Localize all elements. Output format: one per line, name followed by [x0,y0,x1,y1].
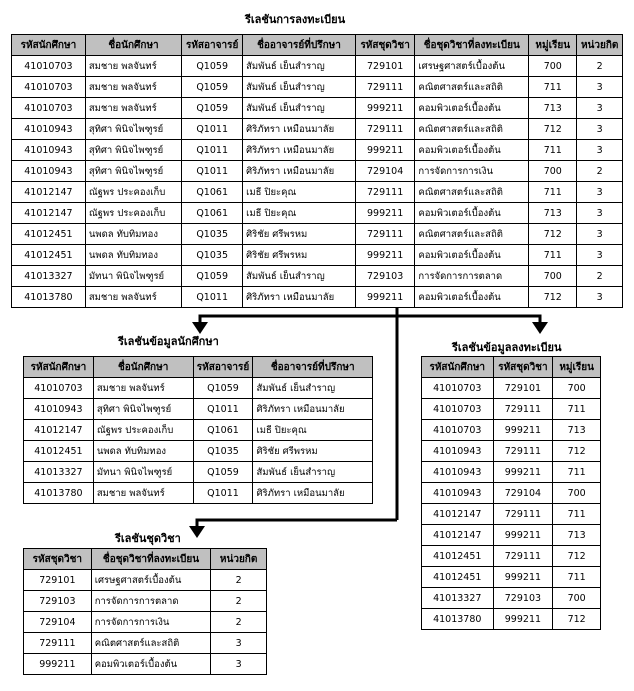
table-cell: นพดล ทับทิมทอง [85,224,181,245]
table-cell: 41010943 [12,161,86,182]
table-cell: 711 [553,504,601,525]
column-header: ชื่อชุดวิชาที่ลงทะเบียน [91,549,211,570]
table-cell: 3 [211,654,267,675]
table-cell: ศิริภัทรา เหมือนมาลัย [243,119,356,140]
table-cell: 41013780 [24,483,94,504]
column-header: หน่วยกิต [577,35,623,56]
table-cell: 2 [211,612,267,633]
table-cell: 41010703 [12,98,86,119]
column-header: รหัสอาจารย์ [193,357,253,378]
table-cell: 41013327 [24,462,94,483]
table-cell: 729103 [24,591,92,612]
column-header: รหัสอาจารย์ [182,35,243,56]
table-cell: 713 [553,525,601,546]
table-cell: สุทิศา พินิจไพฑูรย์ [85,140,181,161]
table-cell: สัมพันธ์ เย็นสำราญ [243,266,356,287]
arrowhead-registration [532,322,548,334]
table-cell: 712 [553,609,601,630]
table-cell: Q1011 [193,399,253,420]
table-cell: 999211 [493,420,553,441]
table-cell: 729101 [493,378,553,399]
table-cell: 999211 [355,245,414,266]
table-cell: 41012451 [24,441,94,462]
arrowhead-courses [189,526,205,538]
table-cell: 729111 [493,399,553,420]
table-cell: คอมพิวเตอร์เบื้องต้น [91,654,211,675]
table-cell: สมชาย พลจันทร์ [85,56,181,77]
table-cell: 41010943 [422,462,494,483]
table-cell: 729101 [355,56,414,77]
column-header: หมู่เรียน [553,357,601,378]
table-cell: สมชาย พลจันทร์ [85,98,181,119]
table-cell: 41010943 [12,119,86,140]
column-header: รหัสชุดวิชา [355,35,414,56]
table-cell: ศิริภัทรา เหมือนมาลัย [253,399,373,420]
table-cell: 729103 [493,588,553,609]
table-cell: Q1011 [182,161,243,182]
table-cell: 999211 [493,462,553,483]
table-cell: เมธี ปิยะคุณ [243,182,356,203]
table-cell: Q1011 [182,119,243,140]
table-cell: คอมพิวเตอร์เบื้องต้น [415,203,529,224]
table-cell: 712 [529,119,577,140]
table-cell: 729104 [493,483,553,504]
column-header: รหัสชุดวิชา [24,549,92,570]
table-cell: 41012147 [24,420,94,441]
table-cell: 711 [529,245,577,266]
table-cell: สัมพันธ์ เย็นสำราญ [243,56,356,77]
registration-relation-title: รีเลชันข้อมูลลงทะเบียน [452,341,562,354]
table-cell: Q1035 [182,224,243,245]
table-cell: การจัดการการเงิน [415,161,529,182]
table-cell: 3 [577,287,623,308]
table-cell: Q1061 [182,203,243,224]
table-cell: 3 [211,633,267,654]
column-header: ชื่ออาจารย์ที่ปรึกษา [243,35,356,56]
table-cell: คอมพิวเตอร์เบื้องต้น [415,98,529,119]
column-header: หน่วยกิต [211,549,267,570]
table-cell: Q1059 [193,378,253,399]
table-cell: 713 [553,420,601,441]
table-cell: 3 [577,203,623,224]
table-cell: 729101 [24,570,92,591]
table-cell: 999211 [355,98,414,119]
table-cell: นพดล ทับทิมทอง [85,245,181,266]
main-relation-title: รีเลชันการลงทะเบียน [245,13,346,26]
column-header: รหัสนักศึกษา [24,357,94,378]
table-cell: 999211 [24,654,92,675]
table-cell: คณิตศาสตร์และสถิติ [415,224,529,245]
table-cell: 711 [529,77,577,98]
table-cell: 711 [553,399,601,420]
table-cell: 700 [553,483,601,504]
table-cell: สัมพันธ์ เย็นสำราญ [243,77,356,98]
table-cell: 711 [529,140,577,161]
table-cell: Q1059 [193,462,253,483]
table-cell: ศิริชัย ศรีพรหม [243,224,356,245]
table-cell: เมธี ปิยะคุณ [253,420,373,441]
table-cell: นพดล ทับทิมทอง [93,441,193,462]
table-cell: การจัดการการเงิน [91,612,211,633]
table-cell: 729103 [355,266,414,287]
arrow-to-registration-line [397,316,540,322]
table-cell: 41010703 [422,420,494,441]
table-cell: ณัฐพร ประคองเก็บ [93,420,193,441]
table-cell: คอมพิวเตอร์เบื้องต้น [415,245,529,266]
table-cell: 41010703 [24,378,94,399]
table-cell: 3 [577,245,623,266]
table-cell: 3 [577,182,623,203]
table-cell: 41010943 [422,483,494,504]
table-cell: คอมพิวเตอร์เบื้องต้น [415,140,529,161]
table-cell: ณัฐพร ประคองเก็บ [85,203,181,224]
table-cell: ศิริชัย ศรีพรหม [253,441,373,462]
table-cell: 999211 [493,567,553,588]
table-cell: สุทิศา พินิจไพฑูรย์ [85,161,181,182]
table-cell: 2 [577,56,623,77]
table-cell: Q1059 [182,266,243,287]
table-cell: สมชาย พลจันทร์ [93,483,193,504]
table-cell: Q1059 [182,77,243,98]
table-cell: Q1035 [182,245,243,266]
table-cell: 41012147 [12,203,86,224]
table-cell: Q1059 [182,98,243,119]
table-cell: 3 [577,77,623,98]
table-cell: 712 [529,224,577,245]
table-cell: 999211 [493,609,553,630]
table-cell: 41012451 [12,224,86,245]
table-cell: 3 [577,98,623,119]
table-cell: 729111 [493,504,553,525]
table-cell: 712 [529,287,577,308]
table-cell: 41010703 [12,56,86,77]
table-cell: 2 [577,266,623,287]
students-relation-title: รีเลชันข้อมูลนักศึกษา [118,335,219,348]
table-cell: สมชาย พลจันทร์ [85,287,181,308]
table-cell: 3 [577,140,623,161]
table-cell: เศรษฐศาสตร์เบื้องต้น [415,56,529,77]
table-cell: 700 [529,56,577,77]
table-cell: 41012451 [422,546,494,567]
column-header: ชื่อชุดวิชาที่ลงทะเบียน [415,35,529,56]
table-cell: 41013327 [422,588,494,609]
table-cell: 711 [553,462,601,483]
courses-relation-title: รีเลชันชุดวิชา [115,532,181,545]
table-cell: 2 [211,591,267,612]
table-cell: 713 [529,98,577,119]
table-cell: 3 [577,224,623,245]
table-cell: ศิริภัทรา เหมือนมาลัย [243,140,356,161]
table-cell: สุทิศา พินิจไพฑูรย์ [85,119,181,140]
table-cell: 41012451 [12,245,86,266]
table-cell: 700 [553,378,601,399]
table-cell: 41012451 [422,567,494,588]
table-cell: 41012147 [422,525,494,546]
table-cell: คณิตศาสตร์และสถิติ [91,633,211,654]
table-cell: 700 [553,588,601,609]
table-cell: สัมพันธ์ เย็นสำราญ [253,462,373,483]
table-cell: ศิริภัทรา เหมือนมาลัย [253,483,373,504]
table-cell: คณิตศาสตร์และสถิติ [415,77,529,98]
table-cell: Q1059 [182,56,243,77]
table-cell: 999211 [355,203,414,224]
table-cell: 700 [529,161,577,182]
column-header: ชื่อนักศึกษา [85,35,181,56]
table-cell: 41012147 [12,182,86,203]
table-cell: สุทิศา พินิจไพฑูรย์ [93,399,193,420]
table-cell: 729111 [355,182,414,203]
arrowhead-students [192,322,208,334]
table-cell: Q1061 [182,182,243,203]
table-cell: ศิริภัทรา เหมือนมาลัย [243,161,356,182]
table-cell: มัทนา พินิจไพฑูรย์ [93,462,193,483]
table-cell: 729111 [493,546,553,567]
table-cell: 729111 [355,224,414,245]
table-cell: 729104 [355,161,414,182]
table-cell: 41013780 [12,287,86,308]
table-cell: 999211 [355,140,414,161]
table-cell: Q1035 [193,441,253,462]
column-header: ชื่อนักศึกษา [93,357,193,378]
table-cell: Q1011 [182,287,243,308]
table-cell: Q1011 [182,140,243,161]
table-cell: 729104 [24,612,92,633]
table-cell: สัมพันธ์ เย็นสำราญ [243,98,356,119]
table-cell: ณัฐพร ประคองเก็บ [85,182,181,203]
arrow-to-courses-line [197,520,397,526]
table-cell: 41010703 [422,399,494,420]
table-cell: สมชาย พลจันทร์ [93,378,193,399]
table-cell: 2 [211,570,267,591]
table-cell: 711 [529,182,577,203]
table-cell: 729111 [355,77,414,98]
table-cell: สมชาย พลจันทร์ [85,77,181,98]
table-cell: 729111 [355,119,414,140]
table-cell: เศรษฐศาสตร์เบื้องต้น [91,570,211,591]
table-cell: 712 [553,441,601,462]
column-header: รหัสนักศึกษา [12,35,86,56]
table-cell: 41010943 [12,140,86,161]
table-cell: 41010703 [12,77,86,98]
table-cell: สัมพันธ์ เย็นสำราญ [253,378,373,399]
table-cell: มัทนา พินิจไพฑูรย์ [85,266,181,287]
table-cell: ศิริชัย ศรีพรหม [243,245,356,266]
table-cell: 729111 [493,441,553,462]
table-cell: 712 [553,546,601,567]
table-cell: 711 [553,567,601,588]
table-cell: คณิตศาสตร์และสถิติ [415,119,529,140]
table-cell: คณิตศาสตร์และสถิติ [415,182,529,203]
column-header: รหัสชุดวิชา [493,357,553,378]
arrow-to-students-line [200,316,397,322]
table-cell: 41010943 [422,441,494,462]
table-cell: 41013780 [422,609,494,630]
column-header: หมู่เรียน [529,35,577,56]
table-cell: 2 [577,161,623,182]
column-header: ชื่ออาจารย์ที่ปรึกษา [253,357,373,378]
table-cell: 41010943 [24,399,94,420]
table-cell: Q1011 [193,483,253,504]
table-cell: 999211 [355,287,414,308]
column-header: รหัสนักศึกษา [422,357,494,378]
table-cell: 41010703 [422,378,494,399]
table-cell: 729111 [24,633,92,654]
table-cell: 700 [529,266,577,287]
table-cell: 999211 [493,525,553,546]
table-cell: คอมพิวเตอร์เบื้องต้น [415,287,529,308]
table-cell: การจัดการการตลาด [91,591,211,612]
table-cell: 41012147 [422,504,494,525]
table-cell: การจัดการการตลาด [415,266,529,287]
table-cell: Q1061 [193,420,253,441]
table-cell: 3 [577,119,623,140]
table-cell: 713 [529,203,577,224]
table-cell: เมธี ปิยะคุณ [243,203,356,224]
table-cell: 41013327 [12,266,86,287]
table-cell: ศิริภัทรา เหมือนมาลัย [243,287,356,308]
